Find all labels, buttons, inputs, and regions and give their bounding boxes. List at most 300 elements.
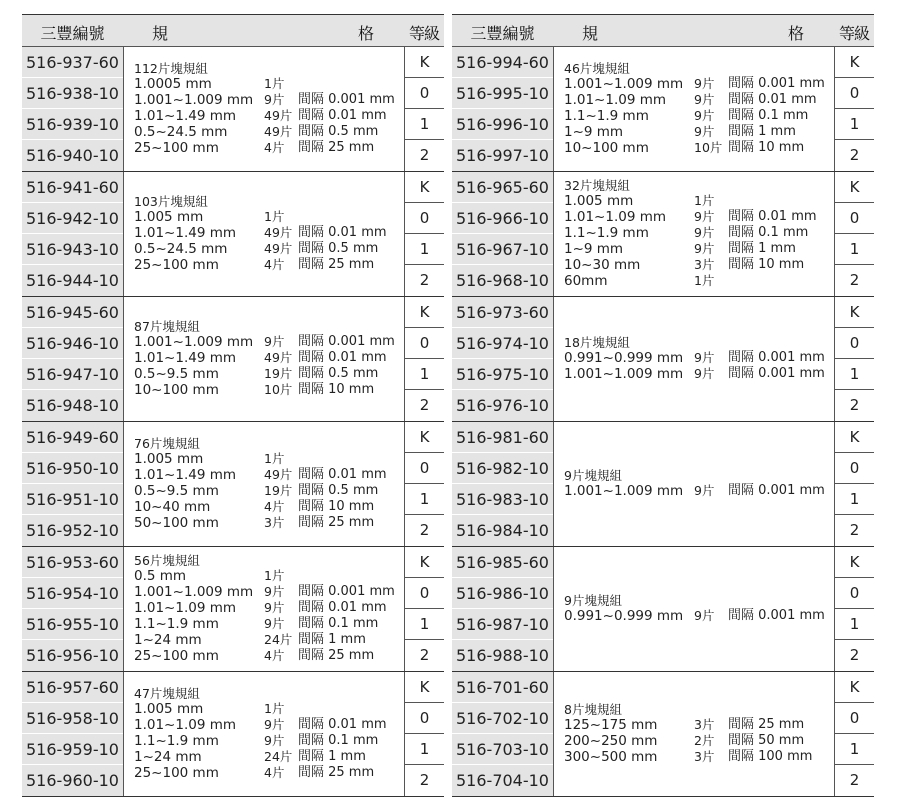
grade-cell: 0: [835, 77, 874, 108]
step-interval: 間隔 0.1 mm: [298, 616, 379, 631]
grade-cell: 1: [405, 233, 444, 264]
spec-cell: [554, 547, 834, 671]
grade-cell: K: [419, 553, 430, 571]
spec-line: [124, 499, 404, 515]
spec-line: [554, 124, 834, 140]
step-interval: 間隔 0.01 mm: [728, 92, 817, 107]
grade-cell: 0: [405, 327, 444, 358]
step-interval: 間隔 0.01 mm: [298, 600, 387, 615]
product-code: 516-995-10: [452, 77, 553, 108]
piece-count: 9片: [694, 76, 715, 91]
step-interval: 間隔 50 mm: [728, 733, 805, 748]
grade-cell: 0: [835, 452, 874, 483]
spec-line: [554, 749, 834, 765]
grade-cell: K: [849, 428, 860, 446]
product-code: 516-946-10: [22, 327, 123, 358]
piece-count: 49片: [264, 108, 293, 123]
product-code: 516-950-10: [22, 452, 123, 483]
piece-count: 9片: [264, 733, 285, 748]
grade-cell: 2: [835, 514, 874, 545]
product-code: 516-960-10: [22, 764, 123, 795]
grade-cell: 2: [405, 764, 444, 795]
set-title: 103片塊規組: [134, 194, 208, 209]
size-range: 1.01~1.09 mm: [134, 600, 237, 616]
set-title: 9片塊規組: [564, 468, 622, 483]
step-interval: 間隔 0.5 mm: [298, 366, 379, 381]
product-code: 516-944-10: [22, 264, 123, 295]
product-code: 516-948-10: [22, 389, 123, 420]
size-range: 1.01~1.09 mm: [134, 717, 237, 733]
table-header: [452, 14, 874, 47]
size-range: 1~9 mm: [564, 241, 624, 257]
spec-line: [554, 209, 834, 225]
set-title: 76片塊規組: [134, 436, 200, 451]
product-code: 516-967-10: [452, 233, 553, 264]
piece-count: 1片: [694, 193, 715, 208]
set-title: 32片塊規組: [564, 178, 630, 193]
grade-cell: 2: [405, 264, 444, 295]
spec-cell: [554, 47, 834, 171]
size-range: 1~24 mm: [134, 632, 202, 648]
grade-cell: K: [419, 53, 430, 71]
spec-line: [124, 92, 404, 108]
size-range: 1.005 mm: [134, 451, 204, 467]
set-title: 87片塊規組: [134, 319, 200, 334]
spec-line: [554, 92, 834, 108]
product-group: [452, 297, 874, 422]
size-range: 1.01~1.49 mm: [134, 350, 237, 366]
gauge-block-table-left: [22, 14, 444, 797]
product-code: 516-981-60: [456, 428, 549, 447]
piece-count: 3片: [264, 515, 285, 530]
step-interval: 間隔 25 mm: [298, 257, 375, 272]
piece-count: 9片: [264, 600, 285, 615]
code-column: [452, 297, 554, 421]
step-interval: 間隔 25 mm: [298, 515, 375, 530]
grade-cell: 2: [405, 639, 444, 670]
product-code: 516-975-10: [452, 358, 553, 389]
step-interval: 間隔 25 mm: [298, 765, 375, 780]
step-interval: 間隔 0.001 mm: [298, 92, 395, 107]
product-code: 516-945-60: [26, 303, 119, 322]
piece-count: 10片: [264, 382, 293, 397]
piece-count: 3片: [694, 257, 715, 272]
product-code: 516-956-10: [22, 639, 123, 670]
step-interval: 間隔 10 mm: [728, 257, 805, 272]
grade-cell: 1: [835, 233, 874, 264]
piece-count: 1片: [264, 451, 285, 466]
product-code: 516-938-10: [22, 77, 123, 108]
spec-cell: [124, 47, 404, 171]
product-group: [452, 172, 874, 297]
spec-cell: [554, 172, 834, 296]
code-column: [22, 547, 124, 671]
product-code: 516-976-10: [452, 389, 553, 420]
table-body: [22, 47, 444, 797]
product-group: [452, 47, 874, 172]
grade-cell: 2: [835, 139, 874, 170]
piece-count: 1片: [264, 209, 285, 224]
size-range: 10~40 mm: [134, 499, 211, 515]
grade-cell: 0: [835, 327, 874, 358]
spec-line: [124, 632, 404, 648]
step-interval: 間隔 10 mm: [728, 140, 805, 155]
piece-count: 2片: [694, 733, 715, 748]
grade-cell: 1: [835, 483, 874, 514]
spec-line: [124, 749, 404, 765]
piece-count: 9片: [694, 350, 715, 365]
grade-cell: 2: [835, 264, 874, 295]
size-range: 1.01~1.09 mm: [564, 92, 667, 108]
piece-count: 1片: [264, 701, 285, 716]
step-interval: 間隔 0.1 mm: [728, 108, 809, 123]
spec-line: [554, 733, 834, 749]
grade-column: [404, 422, 444, 546]
size-range: 1.001~1.009 mm: [134, 92, 254, 108]
header-spec-left: 規: [152, 24, 169, 43]
product-group: [22, 422, 444, 547]
piece-count: 9片: [264, 92, 285, 107]
code-column: [452, 172, 554, 296]
code-column: [22, 672, 124, 796]
spec-line: [124, 108, 404, 124]
size-range: 1.001~1.009 mm: [564, 483, 684, 499]
set-title: 56片塊規組: [134, 553, 200, 568]
code-column: [452, 422, 554, 546]
grade-cell: K: [849, 303, 860, 321]
size-range: 0.991~0.999 mm: [564, 350, 684, 366]
piece-count: 24片: [264, 749, 293, 764]
table-header: [22, 14, 444, 47]
grade-cell: K: [419, 678, 430, 696]
product-code: 516-942-10: [22, 202, 123, 233]
size-range: 25~100 mm: [134, 140, 219, 156]
spec-line: [124, 451, 404, 467]
spec-line: [124, 350, 404, 366]
spec-line: [554, 483, 834, 499]
step-interval: 間隔 10 mm: [298, 499, 375, 514]
spec-cell: [124, 672, 404, 796]
grade-column: [404, 547, 444, 671]
step-interval: 間隔 1 mm: [298, 632, 366, 647]
set-title: 18片塊規組: [564, 335, 630, 350]
spec-line: [554, 608, 834, 624]
spec-cell: [124, 297, 404, 421]
product-code: 516-985-60: [456, 553, 549, 572]
step-interval: 間隔 0.01 mm: [298, 108, 387, 123]
spec-line: [554, 717, 834, 733]
size-range: 1.001~1.009 mm: [134, 584, 254, 600]
spec-line: [124, 701, 404, 717]
product-group: [22, 672, 444, 797]
product-code: 516-951-10: [22, 483, 123, 514]
grade-cell: 0: [405, 202, 444, 233]
size-range: 1.005 mm: [564, 193, 634, 209]
piece-count: 4片: [264, 140, 285, 155]
size-range: 125~175 mm: [564, 717, 658, 733]
size-range: 0.991~0.999 mm: [564, 608, 684, 624]
piece-count: 3片: [694, 717, 715, 732]
size-range: 1.1~1.9 mm: [564, 108, 649, 124]
product-code: 516-704-10: [452, 764, 553, 795]
grade-cell: 1: [835, 108, 874, 139]
size-range: 25~100 mm: [134, 765, 219, 781]
grade-column: [404, 672, 444, 796]
size-range: 0.5~24.5 mm: [134, 124, 228, 140]
piece-count: 9片: [694, 92, 715, 107]
grade-cell: 1: [405, 608, 444, 639]
product-code: 516-996-10: [452, 108, 553, 139]
grade-column: [834, 672, 874, 796]
piece-count: 9片: [694, 225, 715, 240]
product-code: 516-958-10: [22, 702, 123, 733]
spec-line: [554, 108, 834, 124]
spec-line: [554, 257, 834, 273]
piece-count: 9片: [694, 608, 715, 623]
product-code: 516-982-10: [452, 452, 553, 483]
product-code: 516-943-10: [22, 233, 123, 264]
set-title: 46片塊規組: [564, 61, 630, 76]
spec-line: [554, 273, 834, 289]
spec-line: [554, 225, 834, 241]
size-range: 300~500 mm: [564, 749, 658, 765]
spec-line: [554, 140, 834, 156]
grade-cell: 1: [835, 733, 874, 764]
spec-cell: [124, 172, 404, 296]
grade-cell: 0: [405, 577, 444, 608]
step-interval: 間隔 0.001 mm: [728, 350, 825, 365]
grade-cell: K: [419, 428, 430, 446]
product-code: 516-965-60: [456, 178, 549, 197]
size-range: 0.5~24.5 mm: [134, 241, 228, 257]
piece-count: 3片: [694, 749, 715, 764]
grade-cell: 0: [835, 202, 874, 233]
step-interval: 間隔 0.01 mm: [728, 209, 817, 224]
grade-cell: 1: [835, 358, 874, 389]
grade-cell: K: [849, 178, 860, 196]
step-interval: 間隔 0.5 mm: [298, 124, 379, 139]
grade-column: [404, 172, 444, 296]
product-code: 516-987-10: [452, 608, 553, 639]
grade-cell: 1: [405, 358, 444, 389]
grade-column: [834, 47, 874, 171]
product-code: 516-968-10: [452, 264, 553, 295]
header-code: 三豐編號: [40, 24, 105, 43]
grade-cell: K: [419, 303, 430, 321]
product-code: 516-983-10: [452, 483, 553, 514]
step-interval: 間隔 0.001 mm: [298, 584, 395, 599]
grade-cell: 2: [835, 764, 874, 795]
grade-cell: 1: [405, 483, 444, 514]
set-title: 8片塊規組: [564, 702, 622, 717]
step-interval: 間隔 0.001 mm: [298, 334, 395, 349]
code-column: [22, 47, 124, 171]
spec-line: [124, 515, 404, 531]
step-interval: 間隔 0.1 mm: [728, 225, 809, 240]
grade-column: [834, 172, 874, 296]
spec-line: [124, 241, 404, 257]
spec-line: [124, 257, 404, 273]
step-interval: 間隔 0.01 mm: [298, 350, 387, 365]
piece-count: 9片: [694, 483, 715, 498]
size-range: 10~100 mm: [564, 140, 649, 156]
step-interval: 間隔 10 mm: [298, 382, 375, 397]
spec-line: [554, 76, 834, 92]
spec-line: [124, 765, 404, 781]
step-interval: 間隔 0.5 mm: [298, 241, 379, 256]
size-range: 1.01~1.09 mm: [564, 209, 667, 225]
header-spec-right: 格: [788, 24, 805, 43]
size-range: 25~100 mm: [134, 257, 219, 273]
spec-cell: [124, 422, 404, 546]
product-code: 516-703-10: [452, 733, 553, 764]
grade-cell: 2: [835, 639, 874, 670]
piece-count: 19片: [264, 366, 293, 381]
size-range: 1~9 mm: [564, 124, 624, 140]
grade-cell: 1: [835, 608, 874, 639]
size-range: 1.1~1.9 mm: [134, 616, 219, 632]
step-interval: 間隔 0.1 mm: [298, 733, 379, 748]
piece-count: 9片: [264, 584, 285, 599]
spec-line: [124, 616, 404, 632]
product-code: 516-954-10: [22, 577, 123, 608]
step-interval: 間隔 25 mm: [728, 717, 805, 732]
product-group: [452, 672, 874, 797]
spec-line: [124, 584, 404, 600]
size-range: 1.005 mm: [134, 701, 204, 717]
spec-line: [124, 483, 404, 499]
product-code: 516-994-60: [456, 53, 549, 72]
header-grade: 等級: [408, 24, 439, 43]
product-code: 516-973-60: [456, 303, 549, 322]
step-interval: 間隔 0.001 mm: [728, 483, 825, 498]
spec-line: [124, 140, 404, 156]
spec-line: [554, 193, 834, 209]
size-range: 200~250 mm: [564, 733, 658, 749]
piece-count: 9片: [264, 717, 285, 732]
piece-count: 10片: [694, 140, 723, 155]
product-code: 516-939-10: [22, 108, 123, 139]
size-range: 1.005 mm: [134, 209, 204, 225]
step-interval: 間隔 0.5 mm: [298, 483, 379, 498]
product-code: 516-953-60: [26, 553, 119, 572]
grade-cell: 2: [835, 389, 874, 420]
size-range: 0.5 mm: [134, 568, 187, 584]
size-range: 1.001~1.009 mm: [564, 366, 684, 382]
piece-count: 49片: [264, 467, 293, 482]
spec-line: [124, 334, 404, 350]
piece-count: 1片: [264, 76, 285, 91]
set-title: 112片塊規組: [134, 61, 208, 76]
piece-count: 4片: [264, 765, 285, 780]
spec-line: [124, 467, 404, 483]
grade-cell: 2: [405, 389, 444, 420]
grade-cell: K: [849, 53, 860, 71]
size-range: 10~100 mm: [134, 382, 219, 398]
product-group: [22, 547, 444, 672]
spec-line: [124, 209, 404, 225]
step-interval: 間隔 0.01 mm: [298, 717, 387, 732]
piece-count: 9片: [694, 108, 715, 123]
size-range: 1.01~1.49 mm: [134, 467, 237, 483]
piece-count: 1片: [264, 568, 285, 583]
grade-cell: 1: [405, 733, 444, 764]
product-group: [452, 422, 874, 547]
spec-cell: [124, 547, 404, 671]
grade-cell: 2: [405, 139, 444, 170]
size-range: 60mm: [564, 273, 608, 289]
table-body: [452, 47, 874, 797]
grade-cell: 2: [405, 514, 444, 545]
size-range: 25~100 mm: [134, 648, 219, 664]
spec-line: [554, 366, 834, 382]
spec-line: [554, 350, 834, 366]
spec-line: [124, 733, 404, 749]
piece-count: 49片: [264, 225, 293, 240]
set-title: 47片塊規組: [134, 686, 200, 701]
size-range: 0.5~9.5 mm: [134, 366, 219, 382]
spec-line: [124, 124, 404, 140]
product-code: 516-974-10: [452, 327, 553, 358]
spec-line: [124, 600, 404, 616]
grade-column: [834, 422, 874, 546]
piece-count: 9片: [694, 366, 715, 381]
product-code: 516-955-10: [22, 608, 123, 639]
product-code: 516-941-60: [26, 178, 119, 197]
spec-line: [124, 366, 404, 382]
step-interval: 間隔 25 mm: [298, 140, 375, 155]
step-interval: 間隔 1 mm: [728, 124, 796, 139]
product-group: [22, 297, 444, 422]
grade-column: [834, 547, 874, 671]
size-range: 1.001~1.009 mm: [564, 76, 684, 92]
piece-count: 4片: [264, 648, 285, 663]
step-interval: 間隔 1 mm: [298, 749, 366, 764]
grade-cell: K: [849, 553, 860, 571]
set-title: 9片塊規組: [564, 593, 622, 608]
piece-count: 9片: [264, 616, 285, 631]
gauge-block-table-right: [452, 14, 874, 797]
code-column: [22, 172, 124, 296]
spec-line: [124, 717, 404, 733]
code-column: [452, 672, 554, 796]
grade-cell: 0: [405, 77, 444, 108]
spec-line: [124, 225, 404, 241]
code-column: [452, 47, 554, 171]
product-group: [22, 172, 444, 297]
step-interval: 間隔 0.001 mm: [728, 608, 825, 623]
code-column: [22, 297, 124, 421]
product-code: 516-957-60: [26, 678, 119, 697]
step-interval: 間隔 0.01 mm: [298, 225, 387, 240]
spec-line: [554, 241, 834, 257]
grade-cell: K: [849, 678, 860, 696]
spec-line: [124, 76, 404, 92]
product-code: 516-952-10: [22, 514, 123, 545]
product-code: 516-997-10: [452, 139, 553, 170]
grade-cell: 0: [835, 577, 874, 608]
size-range: 1~24 mm: [134, 749, 202, 765]
spec-cell: [554, 422, 834, 546]
code-column: [22, 422, 124, 546]
product-code: 516-986-10: [452, 577, 553, 608]
code-column: [452, 547, 554, 671]
piece-count: 4片: [264, 499, 285, 514]
step-interval: 間隔 0.01 mm: [298, 467, 387, 482]
grade-column: [404, 47, 444, 171]
product-code: 516-966-10: [452, 202, 553, 233]
grade-cell: 1: [405, 108, 444, 139]
